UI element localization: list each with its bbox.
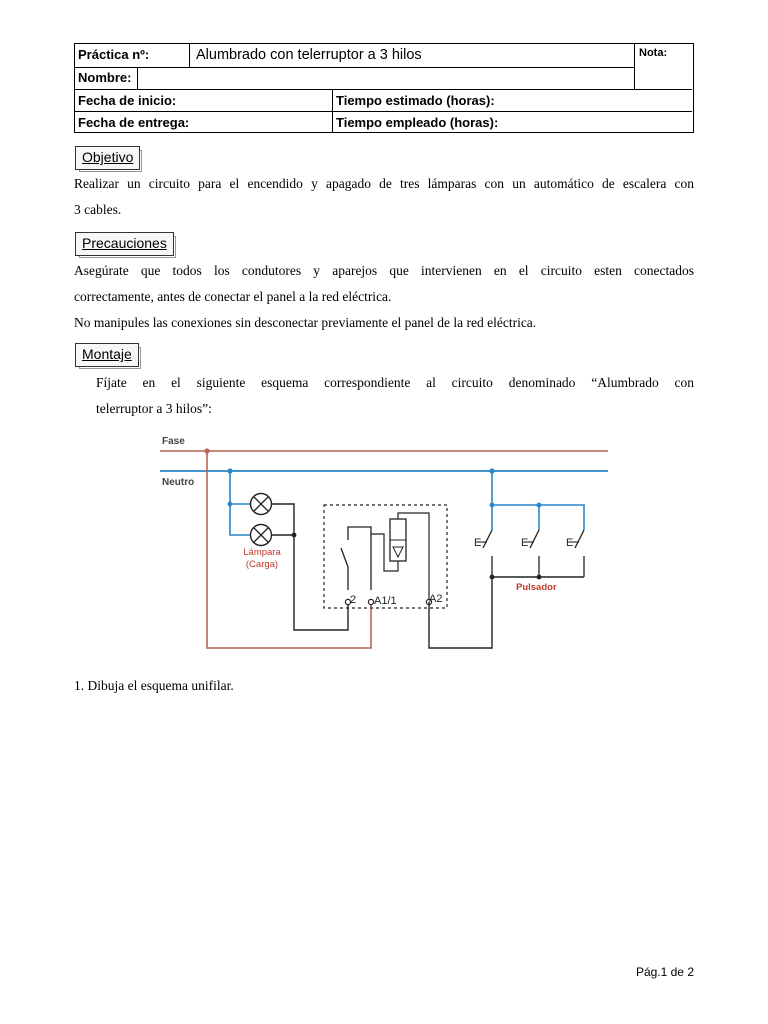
montaje-line: Fíjate en el siguiente esquema correspondiente al circuito denominado “Alumbrado con — [96, 375, 694, 390]
circuit-diagram — [150, 430, 620, 660]
pushbutton-label: E — [566, 537, 574, 549]
header-divider — [75, 111, 692, 112]
terminal-2-label: 2 — [350, 594, 357, 606]
neutro-pulsador-wire — [492, 505, 584, 530]
header-divider — [189, 44, 190, 67]
nombre-field[interactable] — [139, 68, 633, 88]
contact-switch — [341, 548, 348, 567]
practica-label: Práctica nº: — [78, 47, 150, 62]
nota-label: Nota: — [639, 47, 668, 59]
montaje-heading — [75, 343, 139, 367]
precauciones-heading-text: Precauciones — [82, 235, 167, 251]
pushbutton-label: E — [521, 537, 529, 549]
header-divider — [634, 44, 635, 89]
lamp-icon — [251, 494, 272, 515]
objetivo-heading-text: Objetivo — [82, 149, 134, 165]
montaje-text — [96, 370, 694, 422]
terminal-a1 — [368, 599, 373, 604]
terminal-a1-label: A1/1 — [374, 595, 397, 607]
header-divider — [75, 89, 692, 90]
pushbutton-icon — [566, 530, 584, 577]
header-table — [74, 43, 694, 133]
fase-return-wire — [207, 451, 371, 648]
fecha-inicio-label: Fecha de inicio: — [78, 93, 177, 108]
pushbutton-label: E — [474, 537, 482, 549]
lamp-icon — [251, 525, 272, 546]
objetivo-heading — [75, 146, 140, 170]
nombre-label: Nombre: — [78, 70, 132, 85]
neutro-lamp-wire — [230, 471, 250, 535]
neutro-node — [490, 503, 495, 508]
neutro-node — [228, 502, 233, 507]
pulsador-label: Pulsador — [516, 582, 557, 593]
tiempo-estimado-label: Tiempo estimado (horas): — [336, 93, 495, 108]
precauciones-line: Asegúrate que todos los condutores y aparejos que intervienen en el circuito esten conectados — [74, 263, 694, 278]
lamp-wire — [272, 504, 294, 535]
header-divider — [137, 67, 138, 89]
tiempo-empleado-label: Tiempo empleado (horas): — [336, 115, 499, 130]
fecha-entrega-label: Fecha de entrega: — [78, 115, 190, 130]
objetivo-text — [74, 171, 694, 223]
header-divider — [332, 89, 333, 133]
lamp-to-relay-wire — [294, 535, 348, 630]
page-number: Pág.1 de 2 — [635, 965, 694, 979]
montaje-line: telerruptor a 3 hilos”: — [96, 401, 212, 416]
objetivo-line: 3 cables. — [74, 202, 122, 217]
precauciones-heading — [75, 232, 174, 256]
objetivo-line: Realizar un circuito para el encendido y apagado de tres lámparas con un automático de escalera con — [74, 176, 694, 191]
practica-title: Alumbrado con telerruptor a 3 hilos — [196, 47, 422, 63]
fase-label: Fase — [162, 436, 185, 447]
precauciones-line: correctamente, antes de conectar el panel a la red eléctrica. — [74, 289, 392, 304]
pushbutton-icon — [474, 530, 492, 577]
contact-wire — [348, 527, 371, 590]
pushbutton-icon — [521, 530, 539, 577]
task-item-1: 1. Dibuja el esquema unifilar. — [74, 678, 234, 693]
carga-label: (Carga) — [245, 559, 279, 570]
montaje-heading-text: Montaje — [82, 346, 132, 362]
terminal-a2-label: A2 — [429, 593, 443, 605]
a2-wire — [429, 577, 492, 648]
precauciones-line: No manipules las conexiones sin desconectar previamente el panel de la red eléctrica. — [74, 315, 537, 330]
lampara-label: Lámpara — [243, 547, 281, 558]
precauciones-text — [74, 258, 694, 336]
neutro-label: Neutro — [162, 477, 195, 488]
